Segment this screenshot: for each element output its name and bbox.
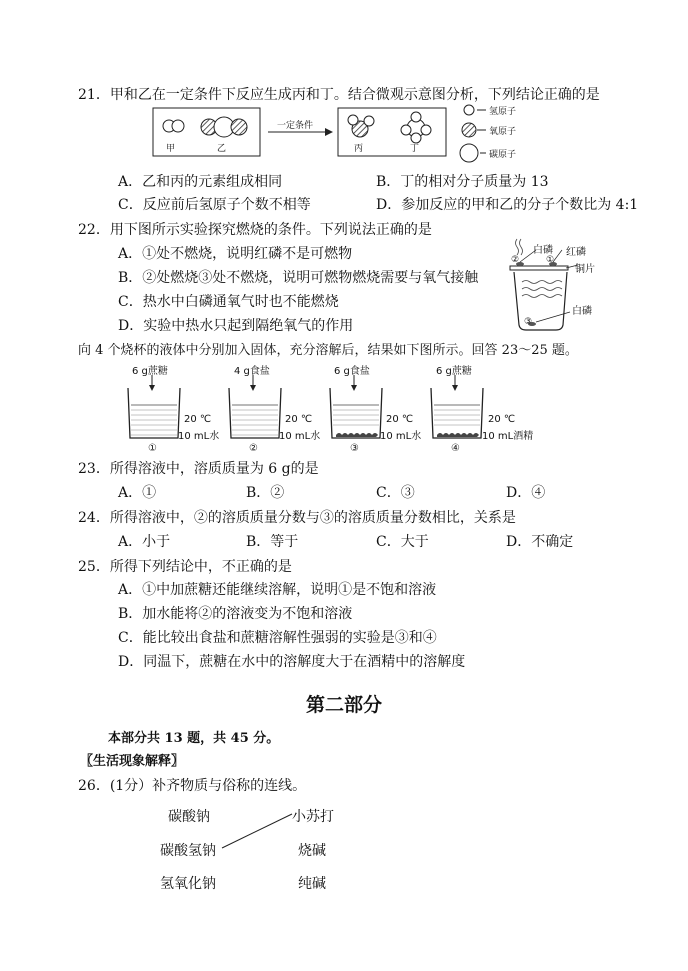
beaker-4-temp: 20 ℃ bbox=[488, 414, 516, 425]
beaker-4-num: ④ bbox=[451, 443, 460, 454]
part2-note: 本部分共 13 题，共 45 分。 bbox=[108, 731, 280, 746]
q25-stem: 25．所得下列结论中，不正确的是 bbox=[78, 559, 292, 575]
legend-c: 碳原子 bbox=[489, 150, 517, 160]
label-copper: 铜片 bbox=[575, 264, 595, 275]
q21-option-d: D．参加反应的甲和乙的分子个数比为 4:1 bbox=[376, 197, 639, 213]
q26-right-1: 小苏打 bbox=[292, 809, 334, 825]
mark-2: ② bbox=[511, 255, 520, 265]
q21-option-c: C．反应前后氢原子个数不相等 bbox=[118, 197, 311, 213]
mark-3: ③ bbox=[524, 317, 533, 327]
q22-stem: 22．用下图所示实验探究燃烧的条件。下列说法正确的是 bbox=[78, 222, 432, 238]
q26-right-3: 纯碱 bbox=[298, 876, 326, 892]
q26-left-1: 碳酸钠 bbox=[168, 809, 210, 825]
beaker-1-temp: 20 ℃ bbox=[184, 414, 212, 425]
q21-option-a: A．乙和丙的元素组成相同 bbox=[118, 174, 283, 190]
beaker-3-num: ③ bbox=[350, 443, 359, 454]
q24-option-a: A．小于 bbox=[118, 534, 171, 550]
part2-section: 〖生活现象解释〗 bbox=[80, 754, 185, 769]
q25-option-d: D．同温下，蔗糖在水中的溶解度大于在酒精中的溶解度 bbox=[118, 654, 466, 670]
q21-stem: 21．甲和乙在一定条件下反应生成丙和丁。结合微观示意图分析，下列结论正确的是 bbox=[78, 87, 600, 103]
beaker-4-liquid: 10 mL酒精 bbox=[482, 431, 534, 442]
q23-option-c: C．③ bbox=[376, 485, 415, 501]
beaker-1-liquid: 10 mL水 bbox=[178, 431, 220, 442]
q22-option-b: B．②处燃烧③处不燃烧，说明可燃物燃烧需要与氧气接触 bbox=[118, 270, 479, 286]
beaker-1-solid: 6 g蔗糖 bbox=[132, 366, 168, 377]
beaker-3-solid: 6 g食盐 bbox=[334, 366, 370, 377]
beaker-2-num: ② bbox=[249, 443, 258, 454]
q25-option-c: C．能比较出食盐和蔗糖溶解性强弱的实验是③和④ bbox=[118, 630, 437, 646]
label-red-p: 红磷 bbox=[566, 247, 586, 258]
q23-option-d: D．④ bbox=[506, 485, 546, 501]
mark-1: ① bbox=[546, 255, 555, 265]
label-ding: 丁 bbox=[410, 144, 420, 154]
part2-title: 第二部分 bbox=[306, 694, 383, 716]
intro-23-25: 向 4 个烧杯的液体中分别加入固体，充分溶解后，结果如下图所示。回答 23～25 题。 bbox=[78, 343, 578, 358]
q23-option-b: B．② bbox=[246, 485, 285, 501]
label-condition: 一定条件 bbox=[277, 121, 314, 131]
q24-option-d: D．不确定 bbox=[506, 534, 574, 550]
label-white-p-bottom: 白磷 bbox=[572, 306, 592, 317]
q24-stem: 24．所得溶液中，②的溶质质量分数与③的溶质质量分数相比，关系是 bbox=[78, 510, 516, 526]
q24-option-b: B．等于 bbox=[246, 534, 299, 550]
beaker-2-solid: 4 g食盐 bbox=[234, 366, 270, 377]
q22-option-a: A．①处不燃烧，说明红磷不是可燃物 bbox=[118, 246, 353, 262]
q22-option-d: D．实验中热水只起到隔绝氧气的作用 bbox=[118, 318, 354, 334]
label-yi: 乙 bbox=[217, 144, 227, 154]
label-jia: 甲 bbox=[166, 144, 176, 154]
beaker-1-num: ① bbox=[148, 443, 157, 454]
q23-stem: 23．所得溶液中，溶质质量为 6 g的是 bbox=[78, 461, 319, 477]
label-bing: 丙 bbox=[354, 144, 364, 154]
q23-option-a: A．① bbox=[118, 485, 157, 501]
q26-left-3: 氢氧化钠 bbox=[160, 876, 216, 892]
q26-stem: 26．(1分）补齐物质与俗称的连线。 bbox=[78, 778, 307, 794]
legend-o: 氧原子 bbox=[489, 127, 517, 137]
legend-h: 氢原子 bbox=[489, 107, 517, 117]
q26-right-2: 烧碱 bbox=[298, 843, 326, 859]
beaker-2-liquid: 10 mL水 bbox=[279, 431, 321, 442]
q25-option-a: A．①中加蔗糖还能继续溶解，说明①是不饱和溶液 bbox=[118, 582, 437, 598]
beaker-4-solid: 6 g蔗糖 bbox=[436, 366, 472, 377]
q24-option-c: C．大于 bbox=[376, 534, 429, 550]
q22-option-c: C．热水中白磷通氧气时也不能燃烧 bbox=[118, 294, 339, 310]
label-white-p-top: 白磷 bbox=[533, 245, 553, 256]
q21-option-b: B．丁的相对分子质量为 13 bbox=[376, 174, 549, 190]
beaker-2-temp: 20 ℃ bbox=[285, 414, 313, 425]
beaker-3-temp: 20 ℃ bbox=[386, 414, 414, 425]
beaker-3-liquid: 10 mL水 bbox=[380, 431, 422, 442]
q25-option-b: B．加水能将②的溶液变为不饱和溶液 bbox=[118, 606, 353, 622]
q26-left-2: 碳酸氢钠 bbox=[160, 843, 216, 859]
